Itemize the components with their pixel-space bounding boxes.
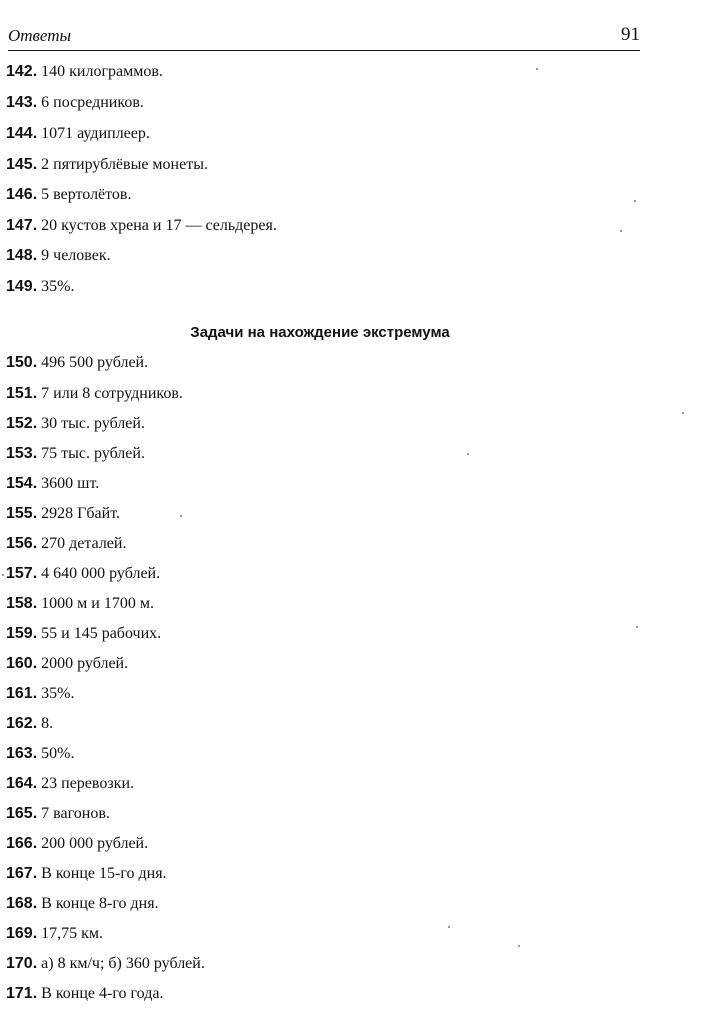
- answer-147: [6, 216, 277, 236]
- page-number: 91: [621, 24, 640, 45]
- answer-text: 1000 м и 1700 м.: [41, 595, 154, 612]
- scan-speck: [636, 626, 638, 628]
- answer-text: 3600 шт.: [41, 475, 100, 492]
- answer-number: 143.: [6, 94, 38, 111]
- answer-number: 144.: [6, 125, 38, 142]
- answer-161: [6, 684, 74, 704]
- answer-number: 164.: [6, 775, 38, 792]
- answer-text: 2000 рублей.: [41, 655, 129, 672]
- answer-number: 145.: [6, 156, 38, 173]
- answer-number: 152.: [6, 415, 38, 432]
- answer-171: [6, 984, 163, 1004]
- answer-text: 1071 аудиплеер.: [41, 125, 150, 142]
- answer-text: 35%.: [41, 278, 75, 295]
- answer-number: 155.: [6, 505, 38, 522]
- answer-number: 142.: [6, 63, 38, 80]
- answer-157: [6, 564, 160, 584]
- answer-text: а) 8 км/ч; б) 360 рублей.: [41, 955, 205, 972]
- answer-number: 151.: [6, 385, 38, 402]
- answer-text: 8.: [41, 715, 54, 732]
- answer-155: [6, 504, 120, 524]
- answer-text: 4 640 000 рублей.: [41, 565, 161, 582]
- answer-text: 2928 Гбайт.: [41, 505, 120, 522]
- answer-text: 140 килограммов.: [41, 63, 163, 80]
- answer-144: [6, 124, 150, 144]
- answer-number: 157.: [6, 565, 38, 582]
- answer-146: [6, 185, 131, 205]
- answer-number: 147.: [6, 217, 38, 234]
- answer-number: 159.: [6, 625, 38, 642]
- answer-151: [6, 384, 183, 404]
- answer-152: [6, 414, 145, 434]
- page-header: [8, 24, 640, 51]
- answer-number: 156.: [6, 535, 38, 552]
- answer-text: 17,75 км.: [41, 925, 104, 942]
- scan-speck: [180, 515, 182, 517]
- scan-speck: [634, 200, 636, 202]
- answer-text: 35%.: [41, 685, 75, 702]
- running-title: Ответы: [8, 26, 72, 45]
- answer-number: 167.: [6, 865, 38, 882]
- answer-154: [6, 474, 99, 494]
- answer-number: 165.: [6, 805, 38, 822]
- scan-speck: [467, 453, 469, 455]
- answer-number: 146.: [6, 186, 38, 203]
- answer-text: 200 000 рублей.: [41, 835, 149, 852]
- answer-text: 2 пятирублёвые монеты.: [41, 156, 208, 173]
- answer-number: 154.: [6, 475, 38, 492]
- answer-text: 20 кустов хрена и 17 — сельдерея.: [41, 217, 277, 234]
- answer-149: [6, 277, 74, 297]
- answer-159: [6, 624, 161, 644]
- answer-number: 168.: [6, 895, 38, 912]
- answer-number: 158.: [6, 595, 38, 612]
- answer-143: [6, 93, 144, 113]
- scan-speck: [2, 574, 4, 576]
- answer-165: [6, 804, 110, 824]
- answer-160: [6, 654, 128, 674]
- scan-speck: [448, 926, 450, 928]
- answer-153: [6, 444, 145, 464]
- answer-text: 7 вагонов.: [41, 805, 110, 822]
- answer-text: 6 посредников.: [41, 94, 144, 111]
- answer-169: [6, 924, 103, 944]
- scan-speck: [620, 230, 622, 232]
- answer-145: [6, 155, 208, 175]
- answer-text: 30 тыс. рублей.: [41, 415, 145, 432]
- answer-text: 23 перевозки.: [41, 775, 135, 792]
- answer-text: 9 человек.: [41, 247, 111, 264]
- answer-number: 171.: [6, 985, 38, 1002]
- answer-168: [6, 894, 159, 914]
- answer-number: 170.: [6, 955, 38, 972]
- answer-167: [6, 864, 167, 884]
- answer-162: [6, 714, 53, 734]
- answer-text: 75 тыс. рублей.: [41, 445, 145, 462]
- answer-163: [6, 744, 74, 764]
- answer-148: [6, 246, 111, 266]
- answer-150: [6, 353, 148, 373]
- answer-158: [6, 594, 154, 614]
- answer-number: 163.: [6, 745, 38, 762]
- answer-166: [6, 834, 148, 854]
- answer-number: 160.: [6, 655, 38, 672]
- answer-number: 150.: [6, 354, 38, 371]
- answer-number: 166.: [6, 835, 38, 852]
- answer-text: 7 или 8 сотрудников.: [41, 385, 183, 402]
- scan-speck: [536, 68, 538, 70]
- answer-164: [6, 774, 134, 794]
- answer-text: 50%.: [41, 745, 75, 762]
- scan-speck: [518, 945, 520, 947]
- answer-number: 169.: [6, 925, 38, 942]
- answer-170: [6, 954, 205, 974]
- answer-text: 55 и 145 рабочих.: [41, 625, 162, 642]
- answer-number: 162.: [6, 715, 38, 732]
- answer-text: 5 вертолётов.: [41, 186, 132, 203]
- section-heading: Задачи на нахождение экстремума: [190, 324, 450, 341]
- scan-speck: [682, 412, 684, 414]
- answer-text: 270 деталей.: [41, 535, 127, 552]
- answer-text: В конце 8-го дня.: [41, 895, 159, 912]
- answer-number: 153.: [6, 445, 38, 462]
- answer-156: [6, 534, 126, 554]
- answer-number: 161.: [6, 685, 38, 702]
- answer-text: В конце 4-го года.: [41, 985, 164, 1002]
- answer-text: В конце 15-го дня.: [41, 865, 167, 882]
- answer-number: 148.: [6, 247, 38, 264]
- answer-number: 149.: [6, 278, 38, 295]
- answer-142: [6, 62, 163, 82]
- answer-text: 496 500 рублей.: [41, 354, 149, 371]
